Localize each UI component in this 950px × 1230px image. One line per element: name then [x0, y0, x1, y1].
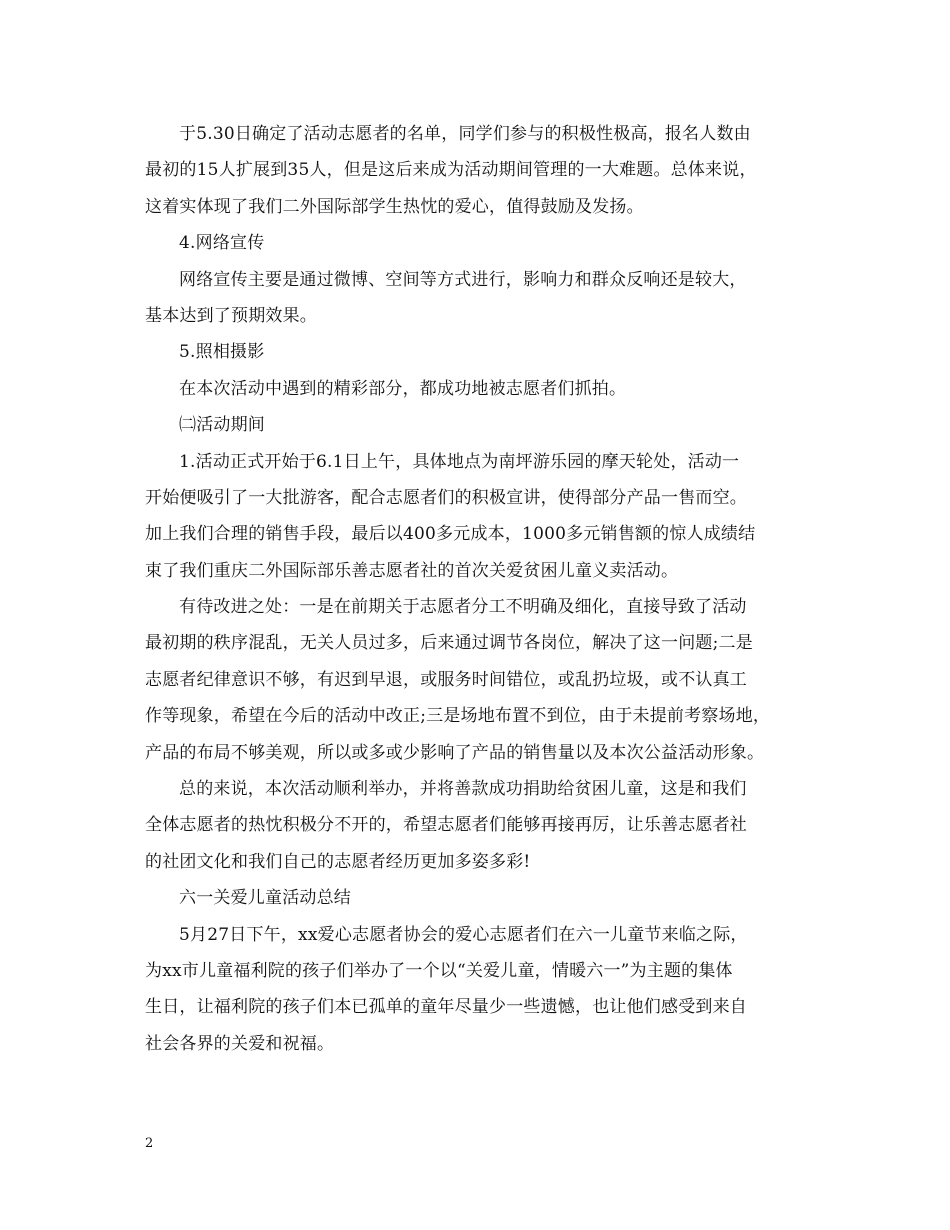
text-line: 在本次活动中遇到的精彩部分，都成功地被志愿者们抓拍。 — [179, 378, 627, 399]
text-line: 全体志愿者的热忱积极分不开的，希望志愿者们能够再接再厉，让乐善志愿者社 — [145, 815, 747, 836]
text-line: 5.照相摄影 — [179, 342, 265, 363]
text-line: 总的来说，本次活动顺利举办，并将善款成功捐助给贫困儿童，这是和我们 — [179, 779, 747, 800]
text-line: 社会各界的关爱和祝福。 — [145, 1033, 335, 1054]
text-line: 有待改进之处：一是在前期关于志愿者分工不明确及细化，直接导致了活动 — [179, 597, 747, 618]
text-line: 网络宣传主要是通过微博、空间等方式进行，影响力和群众反响还是较大， — [179, 269, 747, 290]
text-line: 最初的15人扩展到35人，但是这后来成为活动期间管理的一大难题。总体来说， — [145, 160, 757, 181]
text-line: 5月27日下午，xx爱心志愿者协会的爱心志愿者们在六一儿童节来临之际， — [179, 924, 748, 945]
text-line: 六一关爱儿童活动总结 — [179, 888, 351, 909]
text-line: 基本达到了预期效果。 — [145, 305, 317, 326]
text-line: 作等现象，希望在今后的活动中改正;三是场地布置不到位，由于未提前考察场地， — [145, 706, 771, 727]
text-line: 4.网络宣传 — [179, 233, 265, 254]
text-line: 产品的布局不够美观，所以或多或少影响了产品的销售量以及本次公益活动形象。 — [145, 742, 765, 763]
text-line: 束了我们重庆二外国际部乐善志愿者社的首次关爱贫困儿童义卖活动。 — [145, 560, 679, 581]
page-number: 2 — [145, 1136, 154, 1151]
text-line: 生日，让福利院的孩子们本已孤单的童年尽量少一些遗憾，也让他们感受到来自 — [145, 997, 747, 1018]
text-line: 为xx市儿童福利院的孩子们举办了一个以“关爱儿童，情暖六一”为主题的集体 — [145, 960, 733, 981]
text-line: 最初期的秩序混乱，无关人员过多，后来通过调节各岗位，解决了这一问题;二是 — [145, 633, 753, 654]
text-line: 的社团文化和我们自己的志愿者经历更加多姿多彩! — [145, 851, 531, 872]
text-line: 1.活动正式开始于6.1日上午，具体地点为南坪游乐园的摩天轮处，活动一 — [179, 451, 740, 472]
text-line: 于5.30日确定了活动志愿者的名单，同学们参与的积极性极高，报名人数由 — [179, 124, 751, 144]
text-line: 加上我们合理的销售手段，最后以400多元成本，1000多元销售额的惊人成绩结 — [145, 524, 756, 545]
text-line: 这着实体现了我们二外国际部学生热忱的爱心，值得鼓励及发扬。 — [145, 196, 644, 217]
text-line: 开始便吸引了一大批游客，配合志愿者们的积极宣讲，使得部分产品一售而空。 — [145, 487, 747, 508]
text-line: 志愿者纪律意识不够，有迟到早退，或服务时间错位，或乱扔垃圾，或不认真工 — [145, 669, 747, 690]
text-line: ㈡活动期间 — [179, 415, 265, 436]
document-body — [145, 116, 815, 1062]
